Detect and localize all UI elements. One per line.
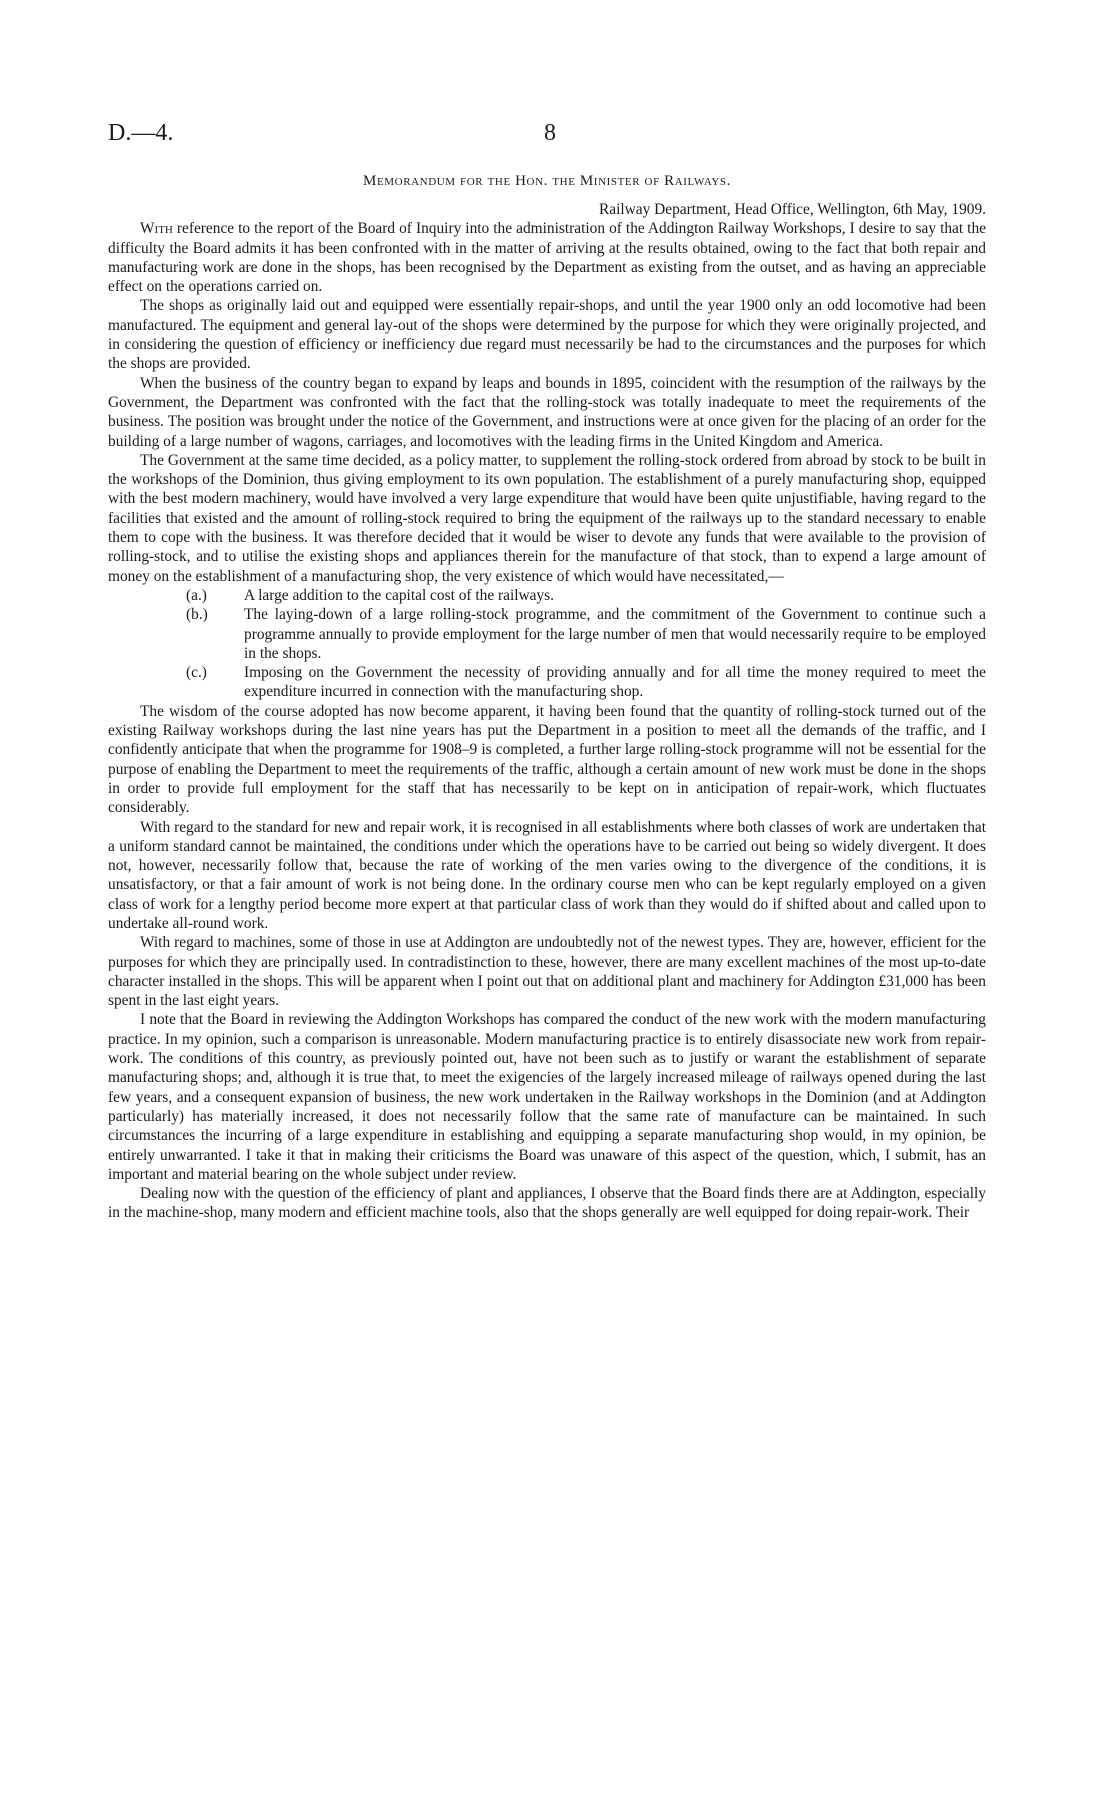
paragraph-9: Dealing now with the question of the efficiency of plant and appliances, I observe that the Board finds there are at Addington, especially in the machine-shop, many modern and efficient machine tools, also that the shops generally are well equipped for doing repair-work. Their xyxy=(108,1185,986,1222)
list-item-marker: (b.) xyxy=(186,606,208,624)
page-header xyxy=(108,120,986,156)
paragraph-2: The shops as originally laid out and equipped were essentially repair-shops, and until the year 1900 only an odd locomotive had been manufactured. The equipment and general lay-out of the shops were determined by the purpose for which they were originally projected, and in considering the question of efficiency or inefficiency due regard must necessarily be had to the circumstances and the purposes for which the shops are provided. xyxy=(108,297,986,373)
list-item-marker: (c.) xyxy=(186,664,207,682)
list-item-text: Imposing on the Government the necessity of providing annually and for all time the money required to meet the expenditure incurred in connection with the manufacturing shop. xyxy=(244,664,986,701)
list-item-marker: (a.) xyxy=(186,586,207,604)
list-item xyxy=(108,605,986,663)
memo-title: Memorandum for the Hon. the Minister of Railways. xyxy=(363,173,731,189)
list-item-text: A large addition to the capital cost of the railways. xyxy=(244,586,555,604)
paragraph-6: With regard to the standard for new and repair work, it is recognised in all establishments where both classes of work are undertaken that a uniform standard cannot be maintained, the conditions under which the operations have to be carried out being so widely divergent. It does not, however, necessarily follow that, because the rate of working of the men varies owing to the divergence of the conditions, it is unsatisfactory, or that a fair amount of work is not being done. In the ordinary course men who can be kept regularly employed on a given class of work for a lengthy period become more expert at that particular class of work than they would do if shifted about and called upon to undertake all-round work. xyxy=(108,818,986,932)
paragraph-1-text: reference to the report of the Board of Inquiry into the administration of the Addington Railway Workshops, I desire to say that the difficulty the Board admits it has been confronted with in the matter of arriving at the results obtained, owing to the fact that both repair and manufacturing work are done in the shops, has been recognised by the Department as existing from the outset, and as having an appreciable effect on the operations carried on. xyxy=(108,220,986,296)
document-reference: D.—4. xyxy=(108,120,174,146)
paragraph-5: The wisdom of the course adopted has now become apparent, it having been found that the quantity of rolling-stock turned out of the existing Railway workshops during the last nine years has put the Department in a position to meet all the demands of the traffic, and I confidently anticipate that when the programme for 1908–9 is completed, a further large rolling-stock programme will not be essential for the purpose of enabling the Department to meet the requirements of the traffic, although a certain amount of new work must be done in the shops in order to provide full employment for the staff that has necessarily to be kept on in anticipation of repair-work, which fluctuates considerably. xyxy=(108,702,986,817)
paragraph-4: The Government at the same time decided, as a policy matter, to supplement the rolling-stock ordered from abroad by stock to be built in the workshops of the Dominion, thus giving employment to its own population. The establishment of a purely manufacturing shop, equipped with the best modern machinery, would have involved a very large expenditure that would have been quite unjustifiable, having regard to the facilities that existed and the amount of rolling-stock required to bring the equipment of the railways up to the standard necessary to enable them to cope with the business. It was therefore decided that it would be wiser to devote any funds that were available to the provision of rolling-stock, and to utilise the existing shops and appliances therein for the manufacture of that stock, than to expend a large amount of money on the establishment of a manufacturing shop, the very existence of which would have necessitated,— xyxy=(108,451,986,585)
document-page xyxy=(108,120,986,1223)
paragraph-1 xyxy=(108,219,986,296)
memo-dateline: Railway Department, Head Office, Wellington, 6th May, 1909. xyxy=(599,201,986,218)
list-item-text: The laying-down of a large rolling-stock programme, and the commitment of the Government to continue such a programme annually to provide employment for the large number of men that would necessarily require to be employed in the shops. xyxy=(244,606,986,662)
paragraph-3: When the business of the country began to expand by leaps and bounds in 1895, coincident with the resumption of the railways by the Government, the Department was confronted with the fact that the rolling-stock was totally inadequate to meet the requirements of the business. The position was brought under the notice of the Government, and instructions were at once given for the placing of an order for the building of a large number of wagons, carriages, and locomotives with the leading firms in the United Kingdom and America. xyxy=(108,374,986,450)
consequence-list xyxy=(108,586,986,702)
page-number: 8 xyxy=(544,120,556,146)
list-item xyxy=(108,663,986,702)
paragraph-8: I note that the Board in reviewing the Addington Workshops has compared the conduct of the new work with the modern manufacturing practice. In my opinion, such a comparison is unreasonable. Modern manufacturing practice is to entirely disassociate new work from repair-work. The conditions of this country, as previously pointed out, have not been such as to justify or warant the establishment of separate manufacturing shops; and, although it is true that, to meet the exigencies of the largely increased mileage of railways opened during the last few years, and a consequent expansion of business, the new work undertaken in the Railway workshops in the Dominion (and at Addington particularly) has materially increased, it does not necessarily follow that the same rate of manufacture can be maintained. In such circumstances the incurring of a large expenditure in establishing and equipping a separate manufacturing shop would, in my opinion, be entirely unwarranted. I take it that in making their criticisms the Board was unaware of this aspect of the question, which, I submit, has an important and material bearing on the whole subject under review. xyxy=(108,1011,986,1183)
paragraph-7: With regard to machines, some of those in use at Addington are undoubtedly not of the newest types. They are, however, efficient for the purposes for which they are principally used. In contradistinction to these, however, there are many excellent machines of the most up-to-date character installed in the shops. This will be apparent when I point out that on additional plant and machinery for Addington £31,000 has been spent in the last eight years. xyxy=(108,934,986,1010)
list-item xyxy=(108,586,986,605)
paragraph-1-lead: With xyxy=(140,220,173,238)
